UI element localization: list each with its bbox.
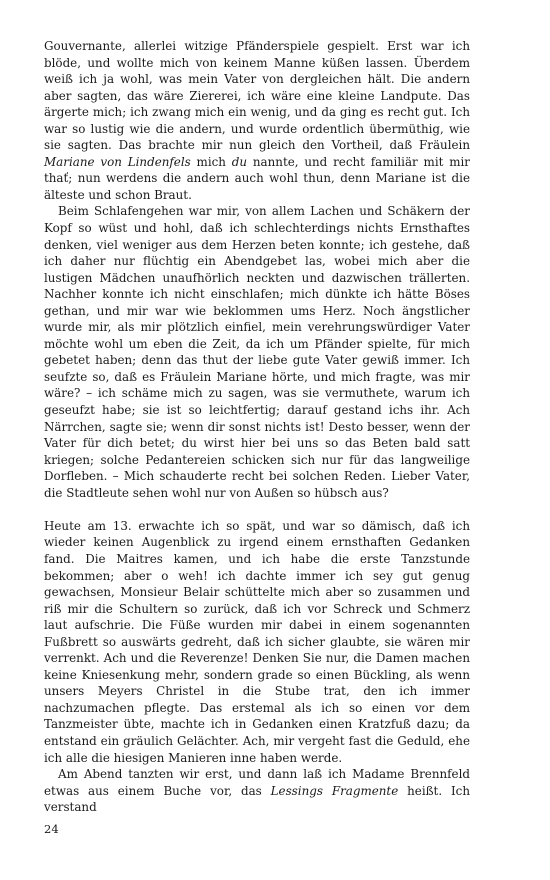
text-run: nannte, und recht familiär mit mir thať; nun werdens die andern auch wohl thun, denn Mariane ist die älteste und schon Braut. bbox=[44, 154, 470, 202]
text-run: mich bbox=[190, 154, 232, 169]
paragraph-1 bbox=[44, 38, 470, 203]
italic-word: du bbox=[231, 154, 248, 169]
text-run: Gouvernante, allerlei witzige Pfänderspiele gespielt. Erst war ich blöde, und wollte mich von keinem Manne küßen lassen. Überdem weiß ich ja wohl, was mein Vater von dergleichen hält. Die andern aber sagten, das wäre Ziererei, ich wäre eine kleine Landpute. Das ärgerte mich; ich zwang mich ein wenig, und da ging es recht gut. Ich war so lustig wie die andern, und wurde ordentlich übermüthig, wie sie sagten. Das brachte mir nun gleich den Vortheil, daß Fräulein bbox=[44, 39, 470, 153]
text-run: Am Abend tanzten wir erst, und dann laß ich Madame Brennfeld etwas aus einem Buche vor, das bbox=[44, 767, 470, 798]
text-run: heißt. Ich verstand bbox=[44, 783, 470, 815]
text-run: Heute am 13. erwachte ich so spät, und war so dämisch, daß ich wieder keinen Augenblick zu irgend einem ernsthaften Gedanken fand. Die Maitres kamen, und ich habe die erste Tanzstunde bekommen; aber o weh! ich dachte immer ich sey gut genug gewachsen, Monsieur Belair schüttelte mich aber so zusammen und riß mir die Schultern so zurück, daß ich vor Schreck und Schmerz laut aufschrie. Die Füße wurden mir dabei in einem sogenannten Fußbrett so auswärts gedreht, daß ich sicher glaubte, sie wären mir verrenkt. Ach und die Reverenze! Denken Sie nur, die Damen machen keine Kniesenkung mehr, sondern grade so einen Bückling, als wenn unsers Meyers Christel in die Stube trat, den ich immer nachzumachen pflegte. Das erstemal als ich so einen vor dem Tanzmeister übte, machte ich in Gedanken einen Kratzfuß dazu; da entstand ein gräulich Gelächter. Ach, mir vergeht fast die Geduld, ehe ich alle die hiesigen Manieren inne haben werde. bbox=[44, 518, 470, 765]
section-break bbox=[44, 501, 470, 518]
italic-name: Mariane von Lindenfels bbox=[44, 154, 191, 169]
paragraph-2 bbox=[44, 203, 470, 501]
page-number: 24 bbox=[44, 822, 59, 836]
italic-title: Lessings Fragmente bbox=[270, 783, 399, 798]
paragraph-4 bbox=[44, 766, 470, 816]
paragraph-3 bbox=[44, 518, 470, 766]
book-page-text bbox=[44, 38, 470, 816]
text-run: Beim Schlafengehen war mir, von allem Lachen und Schäkern der Kopf so wüst und hohl, daß ich schlechterdings nichts Ernsthaftes denken, viel weniger aus dem Herzen beten konnte; ich gestehe, daß ich daher nur flüchtig ein Abendgebet las, wobei mich aber die lustigen Mädchen unaufhörlich neckten und dazwischen trällerten. Nachher konnte ich nicht einschlafen; mich dünkte ich hätte Böses gethan, und mir war wie beklommen ums Herz. Noch ängstlicher wurde mir, als mir plötzlich einfiel, mein verehrungswürdiger Vater möchte wohl um eben die Zeit, da ich um Pfänder spielte, für mich gebetet haben; denn das thut der liebe gute Vater gewiß immer. Ich seufzte so, daß es Fräulein Mariane hörte, und mich fragte, was mir wäre? – ich schäme mich zu sagen, was sie vermuthete, warum ich geseufzt habe; sie ist so leichtfertig; darauf gestand ichs ihr. Ach Närrchen, sagte sie; wenn dir sonst nichts ist! Desto besser, wenn der Vater für dich betet; du wirst hier bei uns so das Beten bald satt kriegen; solche Pedantereien schicken sich nur für das langweilige Dorfleben. – Mich schauderte recht bei solchen Reden. Lieber Vater, die Stadtleute sehen wohl nur von Außen so hübsch aus? bbox=[44, 204, 470, 500]
